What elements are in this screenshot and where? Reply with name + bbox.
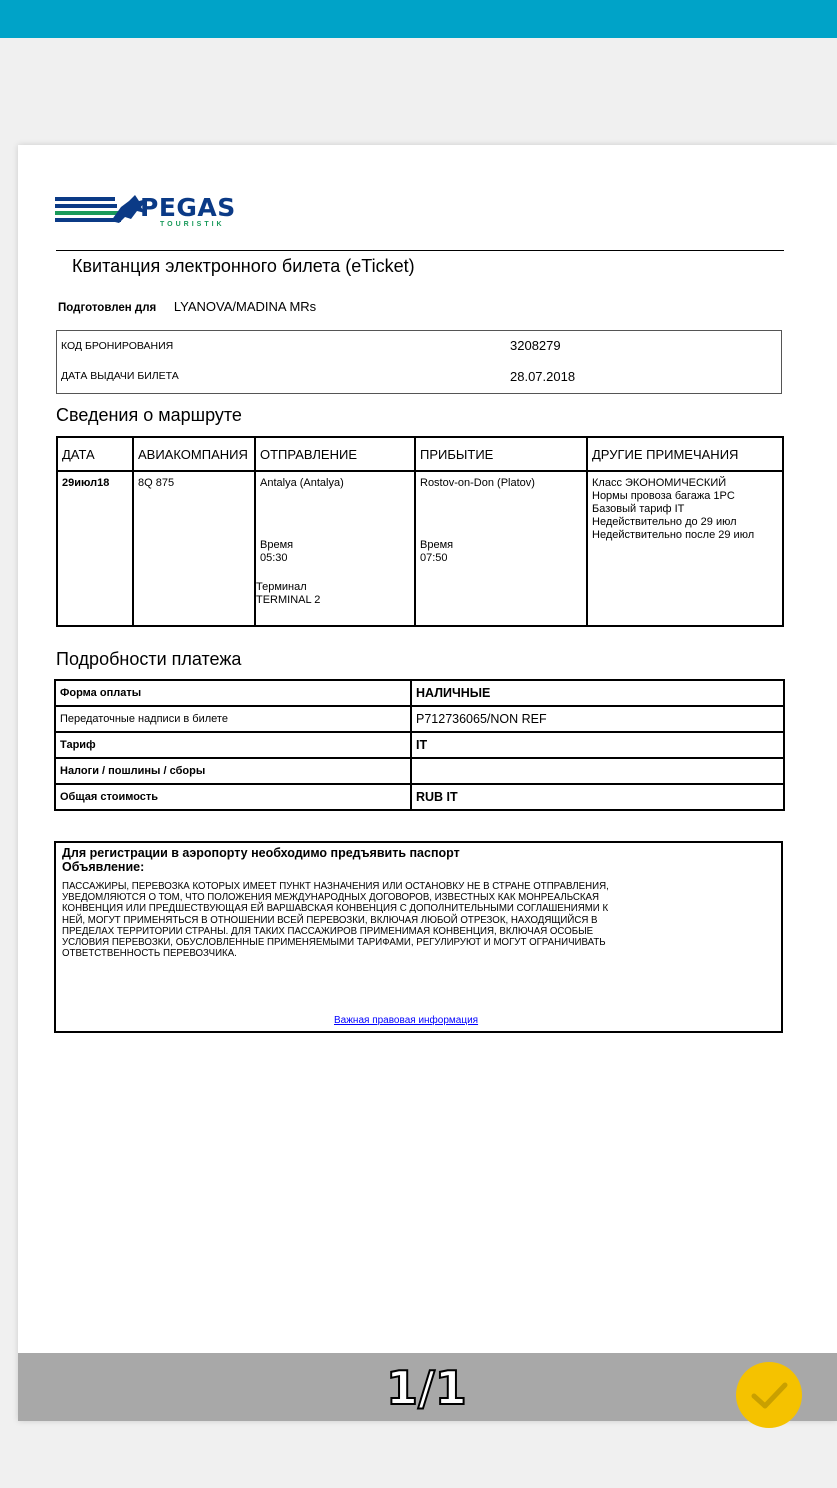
brand-name: PEGAS [140,193,236,222]
route-heading: Сведения о маршруте [56,405,242,425]
note-baggage: Нормы провоза багажа 1PC [592,490,735,502]
route-header-date: ДАТА [57,437,133,471]
booking-code-value: 3208279 [510,338,561,353]
arrival-time-label: Время [420,539,454,551]
departure-cell [255,471,415,626]
departure-airport: Antalya (Antalya) [260,477,344,489]
fare-label: Тариф [55,732,411,758]
table-row [57,471,783,626]
document-title: Квитанция электронного билета (eTicket) [72,256,415,276]
route-table [56,436,784,627]
notice-subtitle: Объявление: [62,860,145,874]
brand-subtitle: TOURISTIK [160,221,225,228]
endorsements-value: P712736065/NON REF [411,706,784,732]
table-row [55,732,784,758]
note-valid-from: Недействительно до 29 июл [592,516,737,528]
notice-box [54,841,783,1033]
arrival-cell [415,471,587,626]
issue-date-label: ДАТА ВЫДАЧИ БИЛЕТА [61,370,179,382]
notice-heading [62,846,460,874]
booking-code-label: КОД БРОНИРОВАНИЯ [61,340,174,352]
page-indicator: 1/1 [386,1361,467,1415]
prepared-for-label: Подготовлен для [58,302,157,314]
payment-method-label: Форма оплаты [55,680,411,706]
check-icon [736,1362,802,1428]
route-header-notes: ДРУГИЕ ПРИМЕЧАНИЯ [587,437,783,471]
notice-title: Для регистрации в аэропорту необходимо предъявить паспорт [62,846,460,860]
notes-cell [587,471,783,626]
confirm-button[interactable] [736,1362,802,1428]
taxes-label: Налоги / пошлины / сборы [55,758,411,784]
document-page[interactable] [18,145,837,1421]
departure-time: 05:30 [260,552,288,564]
table-row [55,758,784,784]
note-fare: Базовый тариф IT [592,503,685,515]
viewer-bottom-bar [18,1353,837,1421]
taxes-value [411,758,784,784]
terminal-label: Терминал [256,581,307,593]
fare-value: IT [411,732,784,758]
divider [56,250,784,251]
total-value: RUB IT [411,784,784,810]
notice-body: ПАССАЖИРЫ, ПЕРЕВОЗКА КОТОРЫХ ИМЕЕТ ПУНКТ НАЗНАЧЕНИЯ ИЛИ ОСТАНОВКУ НЕ В СТРАНЕ ОТПРАВЛЕНИЯ, УВЕДОМЛЯЮТСЯ О ТОМ, ЧТО ПОЛОЖЕНИЯ МЕЖДУНАРОДНЫХ ДОГОВОРОВ, ИЗВЕСТНЫХ КАК МОНРЕАЛЬСКАЯ КОНВЕНЦИЯ ИЛИ ПРЕДШЕСТВУЮЩАЯ ЕЙ ВАРШАВСКАЯ КОНВЕНЦИЯ С ДОПОЛНИТЕЛЬНЫМИ СОГЛАШЕНИЯМИ К НЕЙ, МОГУТ ПРИМЕНЯТЬСЯ В ОТНОШЕНИИ ВСЕЙ ПЕРЕВОЗКИ, ВКЛЮЧАЯ ЛЮБОЙ ОТРЕЗОК, НАХОДЯЩИЙСЯ В ПРЕДЕЛАХ ТЕРРИТОРИИ СТРАНЫ. ДЛЯ ТАКИХ ПАССАЖИРОВ ПРИМЕНИМАЯ КОНВЕНЦИЯ, ВКЛЮЧАЯ ОСОБЫЕ УСЛОВИЯ ПЕРЕВОЗКИ, ОБУСЛОВЛЕННЫЕ ПРИМЕНЯЕМЫМИ ТАРИФАМИ, РЕГУЛИРУЮТ И МОГУТ ОГРАНИЧИВАТЬ ОТВЕТСТВЕННОСТЬ ПЕРЕВОЗЧИКА. [62,881,609,960]
table-row [55,784,784,810]
route-header-arrival: ПРИБЫТИЕ [415,437,587,471]
legal-info-link[interactable]: Важная правовая информация [334,1015,479,1026]
arrival-time: 07:50 [420,552,448,564]
flight-number: 8Q 875 [133,471,255,626]
route-header-departure: ОТПРАВЛЕНИЕ [255,437,415,471]
endorsements-label: Передаточные надписи в билете [55,706,411,732]
terminal-value: TERMINAL 2 [256,594,321,606]
payment-method-value: НАЛИЧНЫЕ [411,680,784,706]
payment-table [54,679,785,811]
booking-info-box [56,330,782,394]
note-valid-to: Недействительно после 29 июл [592,529,755,541]
route-header-airline: АВИАКОМПАНИЯ [133,437,255,471]
table-row [55,706,784,732]
note-class: Класс ЭКОНОМИЧЕСКИЙ [592,477,727,489]
flight-date: 29июл18 [57,471,133,626]
table-row [55,680,784,706]
payment-heading: Подробности платежа [56,649,242,669]
passenger-name: LYANOVA/MADINA MRs [173,299,317,314]
departure-time-label: Время [260,539,294,551]
total-label: Общая стоимость [55,784,411,810]
top-app-bar [0,0,837,38]
issue-date-value: 28.07.2018 [510,369,576,384]
prepared-for [58,299,316,314]
arrival-airport: Rostov-on-Don (Platov) [420,477,535,489]
